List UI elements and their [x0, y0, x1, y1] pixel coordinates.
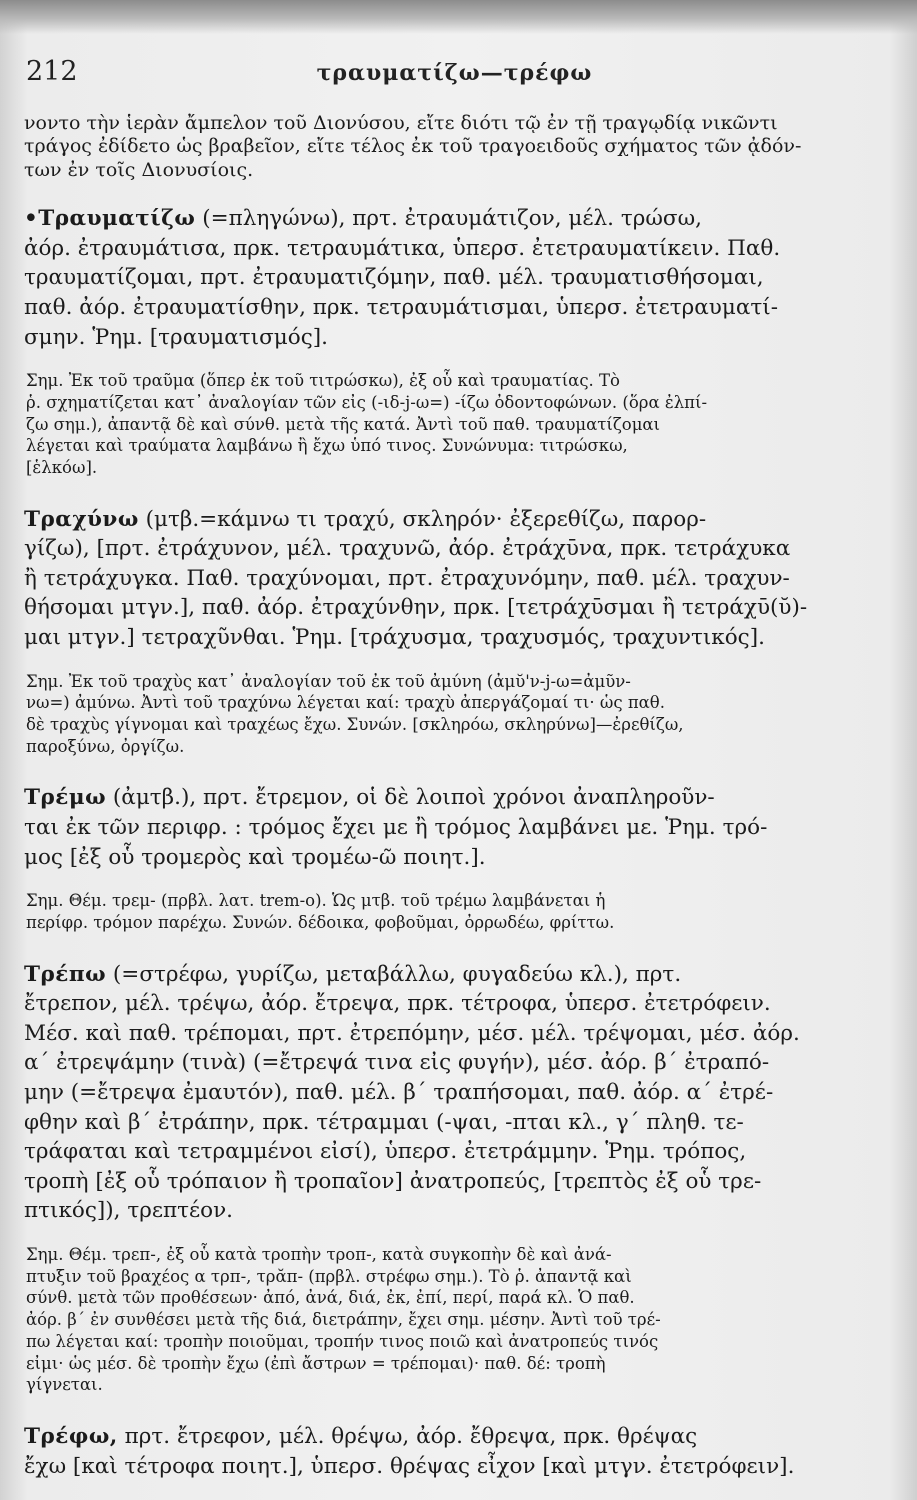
scan-top-shadow: [0, 0, 917, 34]
headword: Τρέμω: [24, 785, 107, 811]
page-number: 212: [26, 56, 78, 87]
dictionary-entry-trepo: [24, 960, 883, 1226]
entry-text: (μτβ.=κάμνω τι τραχύ, σκληρόν· ἐξερεθίζω, παρορ- γίζω), [πρτ. ἐτράχυνον, μέλ. τραχυνῶ, ἀόρ. ἐτράχῡνα, πρκ. τετράχυκα ἢ τετράχυγκα. Παθ. τραχύνομαι, πρτ. ἐτραχυνόμην, παθ. μέλ. τραχυν- θήσομαι μτγν.], παθ. ἀόρ. ἐτραχύνθην, πρκ. [τετράχῡσμαι ἢ τετράχῡ(ῠ)- μαι μτγν.] τετραχῦνθαι. Ῥημ. [τράχυσμα, τραχυσμός, τραχυντικός].: [24, 506, 808, 651]
headword: Τρέπω: [24, 961, 107, 987]
note-trepo: Σημ. Θέμ. τρεπ-, ἐξ οὗ κατὰ τροπὴν τροπ-, κατὰ συγκοπὴν δὲ καὶ ἀνά- πτυξιν τοῦ βραχέος α τρπ-, τρᾰπ- (πρβλ. στρέφω σημ.). Τὸ ῥ. ἀπαντᾷ καὶ σύνθ. μετὰ τῶν προθέσεων· ἀπό, ἀνά, διά, ἐκ, ἐπί, περί, παρά κλ. Ὁ παθ. ἀόρ. β΄ ἐν συνθέσει μετὰ τῆς διά, διετράπην, ἔχει σημ. μέσην. Ἀντὶ τοῦ τρέ- πω λέγεται καί: τροπὴν ποιοῦμαι, τροπήν τινος ποιῶ καὶ ἀνατροπεύς τινός εἰμι· ὡς μέσ. δὲ τροπὴν ἔχω (ἐπὶ ἄστρων = τρέπομαι)· παθ. δέ: τροπὴ γίγνεται.: [26, 1245, 661, 1395]
page-body: [24, 112, 883, 1481]
note-trachyno: Σημ. Ἐκ τοῦ τραχὺς κατ᾽ ἀναλογίαν τοῦ ἐκ τοῦ ἀμύνη (ἀμῠ'ν-j-ω=ἀμῦν- νω=) ἀμύνω. Ἀντὶ τοῦ τραχύνω λέγεται καί: τραχὺ ἀπεργάζομαί τι· ὡς παθ. δὲ τραχὺς γίγνομαι καὶ τραχέως ἔχω. Συνών. [σκληρόω, σκληρύνω]—ἐρεθίζω, παροξύνω, ὀργίζω.: [26, 671, 684, 756]
note-traumatizo: Σημ. Ἐκ τοῦ τραῦμα (ὅπερ ἐκ τοῦ τιτρώσκω), ἐξ οὗ καὶ τραυματίας. Τὸ ῥ. σχηματίζεται κατ᾽ ἀναλογίαν τῶν εἰς (-ιδ-j-ω=) -ίζω ὀδοντοφώνων. (ὅρα ἐλπί- ζω σημ.), ἀπαντᾷ δὲ καὶ σύνθ. μετὰ τῆς κατά. Ἀντὶ τοῦ παθ. τραυματίζομαι λέγεται καὶ τραύματα λαμβάνω ἢ ἔχω ὑπό τινος. Συνώνυμα: τιτρώσκω, [ἑλκόω].: [26, 371, 708, 477]
headword: Τραχύνω: [24, 506, 139, 532]
headword: Τρέφω,: [24, 1423, 118, 1449]
page-header: [22, 56, 887, 96]
dictionary-entry-trefo: [24, 1422, 883, 1481]
entry-text: (=στρέφω, γυρίζω, μεταβάλλω, φυγαδεύω κλ.), πρτ. ἔτρεπον, μέλ. τρέψω, ἀόρ. ἔτρεψα, πρκ. τέτροφα, ὑπερσ. ἐτετρόφειν. Μέσ. καὶ παθ. τρέπομαι, πρτ. ἐτρεπόμην, μέσ. μέλ. τρέψομαι, μέσ. ἀόρ. α΄ ἐτρεψάμην (τινὰ) (=ἔτρεψά τινα εἰς φυγήν), μέσ. ἀόρ. β΄ ἐτραπό- μην (=ἔτρεψα ἐμαυτόν), παθ. μέλ. β΄ τραπήσομαι, παθ. ἀόρ. α΄ ἐτρέ- φθην καὶ β΄ ἐτράπην, πρκ. τέτραμμαι (-ψαι, -πται κλ., γ΄ πληθ. τε- τράφαται καὶ τετραμμένοι εἰσί), ὑπερσ. ἐτετράμμην. Ῥημ. τρόπος, τροπὴ [ἐξ οὗ τρόπαιον ἢ τροπαῖον] ἀνατροπεύς, [τρεπτὸς ἐξ οὗ τρε- πτικός]), τρεπτέον.: [24, 961, 800, 1224]
note-tremo: Σημ. Θέμ. τρεμ- (πρβλ. λατ. trem-o). Ὡς μτβ. τοῦ τρέμω λαμβάνεται ἡ περίφρ. τρόμον παρέχω. Συνών. δέδοικα, φοβοῦμαι, ὀρρωδέω, φρίττω.: [26, 891, 615, 932]
dictionary-entry-trachyno: [24, 505, 883, 653]
continued-paragraph: νοντο τὴν ἱερὰν ἄμπελον τοῦ Διονύσου, εἴτε διότι τῷ ἐν τῇ τραγῳδίᾳ νικῶντι τράγος ἐδίδετο ὡς βραβεῖον, εἴτε τέλος ἐκ τοῦ τραγοειδοῦς σχήματος τῶν ᾀδόν- των ἐν τοῖς Διονυσίοις.: [24, 112, 802, 181]
entry-text: (ἀμτβ.), πρτ. ἔτρεμον, οἱ δὲ λοιποὶ χρόνοι ἀναπληροῦν- ται ἐκ τῶν περιφρ. : τρόμος ἔχει με ἢ τρόμος λαμβάνει με. Ῥημ. τρό- μος [ἐξ οὗ τρομερὸς καὶ τρομέω-ῶ ποιητ.].: [24, 785, 768, 870]
headword: •Τραυματίζω: [24, 206, 196, 232]
entry-text: πρτ. ἔτρεφον, μέλ. θρέψω, ἀόρ. ἔθρεψα, πρκ. θρέψας ἔχω [καὶ τέτροφα ποιητ.], ὑπερσ. θρέψας εἶχον [καὶ μτγν. ἐτετρόφειν].: [24, 1423, 795, 1479]
entry-text: (=πληγώνω), πρτ. ἐτραυμάτιζον, μέλ. τρώσω, ἀόρ. ἐτραυμάτισα, πρκ. τετραυμάτικα, ὑπερσ. ἐτετραυματίκειν. Παθ. τραυματίζομαι, πρτ. ἐτραυματιζόμην, παθ. μέλ. τραυματισθήσομαι, παθ. ἀόρ. ἐτραυματίσθην, πρκ. τετραυμάτισμαι, ὑπερσ. ἐτετραυματί- σμην. Ῥημ. [τραυματισμός].: [24, 206, 781, 350]
dictionary-entry-tremo: [24, 783, 883, 872]
running-head: τραυματίζω—τρέφω: [316, 60, 593, 86]
dictionary-entry-traumatizo: [24, 204, 883, 352]
